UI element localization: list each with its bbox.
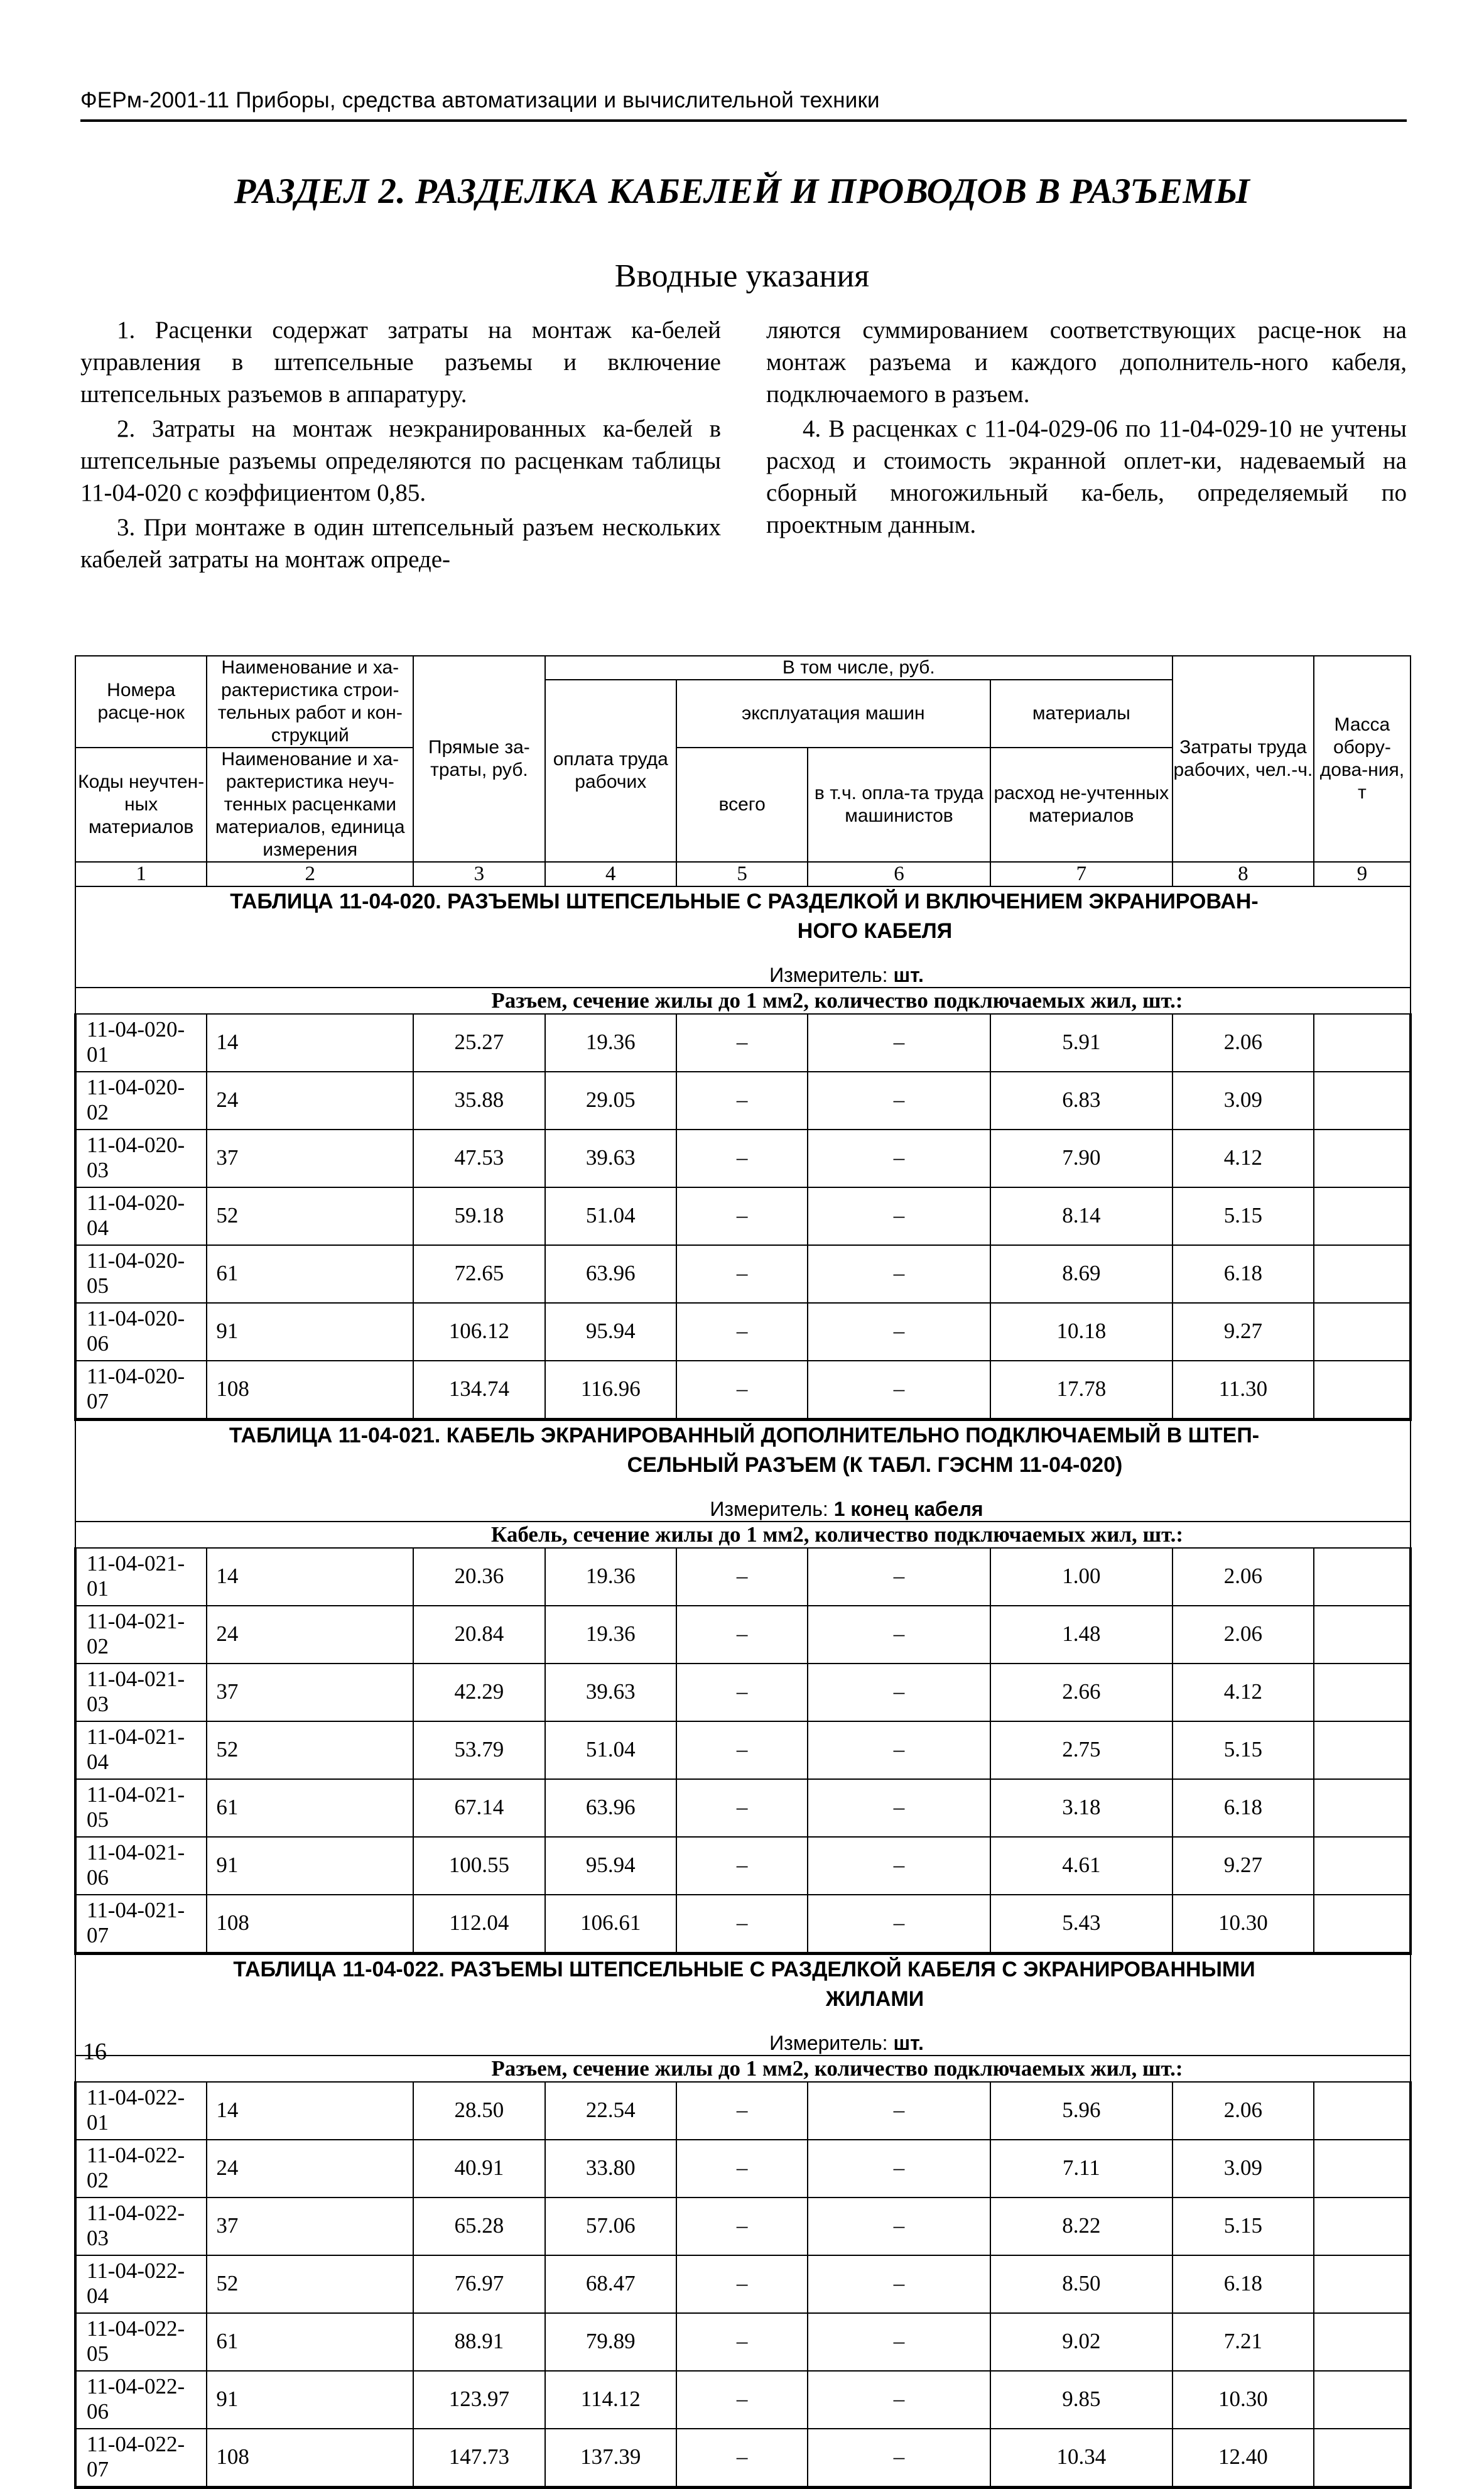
table-cell: 61 [207,2313,413,2371]
table-cell: 2.75 [990,1721,1173,1779]
table-cell: 4.12 [1173,1130,1314,1187]
table-cell: – [676,1303,808,1361]
table-cell: – [676,2255,808,2313]
table-cell: 5.15 [1173,1721,1314,1779]
table-row [75,2371,1411,2429]
table-cell: 19.36 [545,1548,676,1606]
table-cell: 40.91 [413,2140,544,2198]
table-cell: 14 [207,1014,413,1072]
table-cell [1314,1721,1411,1779]
table-subheading-text: Кабель, сечение жилы до 1 мм2, количество подключаемых жил, шт.: [490,1522,1184,1547]
table-cell: 11-04-020-05 [75,1245,207,1303]
table-cell: 106.61 [545,1895,676,1954]
table-cell: 91 [207,2371,413,2429]
table-cell: 37 [207,1130,413,1187]
table-cell: – [808,1361,990,1420]
measurement-unit-value: шт. [893,964,924,986]
header-col1-top: Номера расце-нок [75,656,207,748]
table-cell: 11-04-020-07 [75,1361,207,1420]
measurement-unit-value: 1 конец кабеля [833,1498,983,1520]
table-cell: 22.54 [545,2082,676,2140]
table-cell: 11-04-022-06 [75,2371,207,2429]
table-cell: 11-04-022-04 [75,2255,207,2313]
table-cell: 2.06 [1173,2082,1314,2140]
table-row [75,1303,1411,1361]
table-cell: 112.04 [413,1895,544,1954]
header-group-machines: эксплуатация машин [676,680,990,748]
table-cell: 11-04-021-07 [75,1895,207,1954]
table-cell: 9.85 [990,2371,1173,2429]
table-subheading-row [75,1522,1411,1548]
table-cell: – [676,2140,808,2198]
table-cell [1314,1361,1411,1420]
table-cell: 68.47 [545,2255,676,2313]
table-subheading-row [75,2056,1411,2082]
table-cell: – [676,1721,808,1779]
running-head-rule [80,119,1407,122]
table-row [75,2255,1411,2313]
table-cell: 14 [207,2082,413,2140]
table-row [75,2140,1411,2198]
table-cell [1314,2371,1411,2429]
header-col6: в т.ч. опла-та труда машинистов [808,748,990,862]
table-cell: 147.73 [413,2429,544,2488]
table-cell: 10.34 [990,2429,1173,2488]
table-cell [1314,1548,1411,1606]
table-cell: 9.27 [1173,1303,1314,1361]
table-cell: 7.11 [990,2140,1173,2198]
table-cell: 9.02 [990,2313,1173,2371]
table-cell: 24 [207,1072,413,1130]
table-cell [1314,1072,1411,1130]
table-cell [1314,1130,1411,1187]
table-cell: 4.12 [1173,1664,1314,1721]
table-cell: 6.18 [1173,1245,1314,1303]
column-number-row [75,862,1411,886]
table-cell: 63.96 [545,1779,676,1837]
table-section-title-line1: ТАБЛИЦА 11-04-022. РАЗЪЕМЫ ШТЕПСЕЛЬНЫЕ С РАЗДЕЛКОЙ КАБЕЛЯ С ЭКРАНИРОВАННЫМИ [233,1958,1255,1981]
table-cell: 2.06 [1173,1014,1314,1072]
table-cell: 37 [207,1664,413,1721]
table-cell: 3.18 [990,1779,1173,1837]
table-cell: 2.66 [990,1664,1173,1721]
table-cell: 19.36 [545,1606,676,1664]
table-cell: 11-04-021-04 [75,1721,207,1779]
table-cell: – [808,2082,990,2140]
table-cell: 17.78 [990,1361,1173,1420]
table-cell: 11-04-022-01 [75,2082,207,2140]
table-cell: – [676,2429,808,2488]
table-cell: 79.89 [545,2313,676,2371]
table-cell: – [808,1779,990,1837]
table-cell: 7.90 [990,1130,1173,1187]
table-cell: 65.28 [413,2198,544,2255]
table-cell: 6.83 [990,1072,1173,1130]
table-cell: 11-04-021-01 [75,1548,207,1606]
table-cell: 95.94 [545,1837,676,1895]
table-cell: 114.12 [545,2371,676,2429]
table-cell: 91 [207,1303,413,1361]
table-section-title-line2: НОГО КАБЕЛЯ [797,919,953,943]
table-cell: – [676,2082,808,2140]
table-cell: – [676,1837,808,1895]
table-row [75,1245,1411,1303]
table-row [75,1072,1411,1130]
introduction-body [80,314,1407,578]
table-cell: – [676,1779,808,1837]
table-cell: – [808,1014,990,1072]
table-subheading-text: Разъем, сечение жилы до 1 мм2, количество подключаемых жил, шт.: [491,988,1183,1013]
table-cell: 20.84 [413,1606,544,1664]
table-cell: 108 [207,2429,413,2488]
subsection-title: Вводные указания [614,258,870,294]
table-cell: 5.15 [1173,1187,1314,1245]
table-cell: – [808,1303,990,1361]
table-cell: 11.30 [1173,1361,1314,1420]
table-row [75,1779,1411,1837]
table-cell: 9.27 [1173,1837,1314,1895]
table-cell [1314,2198,1411,2255]
table-cell: 11-04-021-05 [75,1779,207,1837]
table-cell: 7.21 [1173,2313,1314,2371]
table-cell: 19.36 [545,1014,676,1072]
table-cell: 29.05 [545,1072,676,1130]
running-head: ФЕРм-2001-11 Приборы, средства автоматизации и вычислительной техники [80,88,880,112]
table-cell: 11-04-020-03 [75,1130,207,1187]
table-cell: 39.63 [545,1130,676,1187]
column-number: 6 [808,862,990,886]
table-section-banner [75,886,1411,988]
table-cell: – [676,1664,808,1721]
table-cell: 6.18 [1173,1779,1314,1837]
table-cell: 51.04 [545,1721,676,1779]
table-section-banner [75,1954,1411,2056]
intro-paragraph: 1. Расценки содержат затраты на монтаж ка-белей управления в штепсельные разъемы и включение штепсельных разъемов в аппаратуру. [80,317,721,408]
table-cell: – [808,2255,990,2313]
table-cell: 1.48 [990,1606,1173,1664]
table-cell: 10.30 [1173,2371,1314,2429]
table-cell [1314,2140,1411,2198]
table-subheading-cell [75,988,1411,1014]
header-col2-top: Наименование и ха-рактеристика строи-тельных работ и кон-струкций [207,656,413,748]
table-cell: 3.09 [1173,1072,1314,1130]
table-cell: 108 [207,1895,413,1954]
table-cell: 3.09 [1173,2140,1314,2198]
table-cell: 11-04-020-02 [75,1072,207,1130]
column-number: 4 [545,862,676,886]
table-cell: 6.18 [1173,2255,1314,2313]
table-cell: 11-04-020-01 [75,1014,207,1072]
table-row [75,1895,1411,1954]
table-row [75,2429,1411,2488]
table-cell: 2.06 [1173,1548,1314,1606]
table-section-title-line1: ТАБЛИЦА 11-04-021. КАБЕЛЬ ЭКРАНИРОВАННЫЙ ДОПОЛНИТЕЛЬНО ПОДКЛЮЧАЕМЫЙ В ШТЕП- [229,1424,1260,1447]
column-number: 1 [75,862,207,886]
table-cell: – [676,1606,808,1664]
table-cell: 11-04-021-06 [75,1837,207,1895]
table-cell [1314,1895,1411,1954]
section-title: РАЗДЕЛ 2. РАЗДЕЛКА КАБЕЛЕЙ И ПРОВОДОВ В РАЗЪЕМЫ [234,172,1250,211]
header-col2-bottom: Наименование и ха-рактеристика неуч-тенных расценками материалов, единица измерения [207,748,413,862]
table-cell: 76.97 [413,2255,544,2313]
table-cell [1314,2255,1411,2313]
table-cell: 11-04-022-05 [75,2313,207,2371]
table-cell: – [808,2140,990,2198]
table-section-title-line2: СЕЛЬНЫЙ РАЗЪЕМ (К ТАБЛ. ГЭСНМ 11-04-020) [627,1453,1123,1477]
table-cell: 52 [207,2255,413,2313]
intro-column-left [80,314,721,578]
table-cell [1314,1303,1411,1361]
table-cell [1314,2313,1411,2371]
table-cell: 59.18 [413,1187,544,1245]
table-cell: – [676,2313,808,2371]
table-cell: 61 [207,1779,413,1837]
table-cell: 11-04-022-02 [75,2140,207,2198]
table-row [75,1837,1411,1895]
table-cell [1314,1245,1411,1303]
table-cell: – [676,1245,808,1303]
measurement-unit [76,2014,1410,2055]
table-cell: 5.96 [990,2082,1173,2140]
table-cell: – [808,2198,990,2255]
table-cell: 8.22 [990,2198,1173,2255]
table-cell: 52 [207,1187,413,1245]
table-section-banner-cell [75,886,1411,988]
table-cell: 123.97 [413,2371,544,2429]
table-cell: 1.00 [990,1548,1173,1606]
table-cell: 91 [207,1837,413,1895]
table-subheading-text: Разъем, сечение жилы до 1 мм2, количество подключаемых жил, шт.: [491,2056,1183,2081]
table-cell: 14 [207,1548,413,1606]
table-cell: 33.80 [545,2140,676,2198]
table-row [75,2082,1411,2140]
table-cell [1314,1664,1411,1721]
header-col1-bottom: Коды неучтен-ных материалов [75,748,207,862]
table-cell: – [676,2371,808,2429]
table-cell: – [676,1130,808,1187]
table-row [75,2198,1411,2255]
table-cell: 12.40 [1173,2429,1314,2488]
table-cell: – [676,1548,808,1606]
rates-table-container [74,655,1412,2489]
table-cell [1314,1606,1411,1664]
header-col9: Масса обору-дова-ния, т [1314,656,1411,862]
table-cell: 10.18 [990,1303,1173,1361]
table-cell: 39.63 [545,1664,676,1721]
table-cell: 11-04-020-04 [75,1187,207,1245]
table-cell: – [808,1664,990,1721]
table-cell: 24 [207,1606,413,1664]
header-group-materials: материалы [990,680,1173,748]
table-cell [1314,1779,1411,1837]
table-cell: 100.55 [413,1837,544,1895]
table-cell [1314,1014,1411,1072]
column-number: 3 [413,862,544,886]
table-cell: 11-04-022-03 [75,2198,207,2255]
intro-column-right [766,314,1407,578]
measurement-unit-value: шт. [893,2032,924,2054]
table-cell: 57.06 [545,2198,676,2255]
table-cell: – [808,1187,990,1245]
table-cell: 37 [207,2198,413,2255]
table-cell: 8.50 [990,2255,1173,2313]
table-cell: – [808,1721,990,1779]
table-cell: 137.39 [545,2429,676,2488]
table-cell [1314,1187,1411,1245]
header-col4: оплата труда рабочих [545,680,676,862]
column-number: 5 [676,862,808,886]
table-cell: 63.96 [545,1245,676,1303]
header-col7: расход не-учтенных материалов [990,748,1173,862]
measurement-unit-label: Измеритель: [769,964,894,986]
table-body [75,886,1411,2488]
table-section-banner-cell [75,1420,1411,1522]
table-cell [1314,2082,1411,2140]
table-header [75,656,1411,886]
table-row [75,1548,1411,1606]
table-subheading-cell [75,2056,1411,2082]
intro-paragraph: ляются суммированием соответствующих расце-нок на монтаж разъема и каждого дополнитель-ного кабеля, подключаемого в разъем. [766,317,1407,408]
table-cell: 24 [207,2140,413,2198]
table-subheading-cell [75,1522,1411,1548]
table-cell: – [808,1245,990,1303]
table-cell: 134.74 [413,1361,544,1420]
table-row [75,1014,1411,1072]
table-cell: – [676,1072,808,1130]
table-cell: 4.61 [990,1837,1173,1895]
table-cell: – [808,2371,990,2429]
table-cell: 72.65 [413,1245,544,1303]
table-cell: – [808,1606,990,1664]
table-cell: 11-04-020-06 [75,1303,207,1361]
column-number: 7 [990,862,1173,886]
table-cell: 8.69 [990,1245,1173,1303]
table-cell: 11-04-022-07 [75,2429,207,2488]
table-cell: – [676,2198,808,2255]
table-cell: 52 [207,1721,413,1779]
table-row [75,1721,1411,1779]
table-section-banner-cell [75,1954,1411,2056]
table-cell: 2.06 [1173,1606,1314,1664]
intro-paragraph: 3. При монтаже в один штепсельный разъем нескольких кабелей затраты на монтаж опреде- [80,514,721,573]
table-cell: 20.36 [413,1548,544,1606]
table-cell: 116.96 [545,1361,676,1420]
table-section-title-line1: ТАБЛИЦА 11-04-020. РАЗЪЕМЫ ШТЕПСЕЛЬНЫЕ С РАЗДЕЛКОЙ И ВКЛЮЧЕНИЕМ ЭКРАНИРОВАН- [230,890,1259,913]
table-cell: 10.30 [1173,1895,1314,1954]
table-subheading-row [75,988,1411,1014]
header-group-vtom: В том числе, руб. [545,656,1173,680]
header-col8: Затраты труда рабочих, чел.-ч. [1173,656,1314,862]
measurement-unit [76,1480,1410,1521]
table-cell: 5.91 [990,1014,1173,1072]
table-cell: 47.53 [413,1130,544,1187]
table-cell: 88.91 [413,2313,544,2371]
table-cell: 67.14 [413,1779,544,1837]
table-row [75,1361,1411,1420]
table-cell: 5.43 [990,1895,1173,1954]
table-cell: – [676,1361,808,1420]
measurement-unit-label: Измеритель: [710,1498,834,1520]
table-cell: 42.29 [413,1664,544,1721]
column-number: 8 [1173,862,1314,886]
table-cell: – [676,1187,808,1245]
table-section-title-line2: ЖИЛАМИ [825,1987,924,2011]
column-number: 2 [207,862,413,886]
table-cell: – [808,1072,990,1130]
table-cell: 25.27 [413,1014,544,1072]
table-row [75,2313,1411,2371]
table-cell: 35.88 [413,1072,544,1130]
table-cell: 8.14 [990,1187,1173,1245]
table-cell: – [808,2429,990,2488]
page-number: 16 [83,2039,107,2065]
table-cell: 61 [207,1245,413,1303]
intro-paragraph: 2. Затраты на монтаж неэкранированных ка-белей в штепсельные разъемы определяются по расценкам таблицы 11-04-020 с коэффициентом 0,85. [80,415,721,506]
table-cell: 5.15 [1173,2198,1314,2255]
table-cell: 95.94 [545,1303,676,1361]
table-cell: 11-04-021-02 [75,1606,207,1664]
table-row [75,1606,1411,1664]
table-cell: 53.79 [413,1721,544,1779]
header-col3: Прямые за-траты, руб. [413,656,544,862]
column-number: 9 [1314,862,1411,886]
rates-table [74,655,1412,2489]
table-cell: – [808,1895,990,1954]
table-cell: – [808,1837,990,1895]
table-cell: – [676,1014,808,1072]
table-row [75,1664,1411,1721]
measurement-unit-label: Измеритель: [769,2032,894,2054]
table-cell: 28.50 [413,2082,544,2140]
table-row [75,1187,1411,1245]
table-row [75,1130,1411,1187]
measurement-unit [76,946,1410,987]
intro-paragraph: 4. В расценках с 11-04-029-06 по 11-04-029-10 не учтены расход и стоимость экранной оплет-ки, надеваемый на сборный многожильный ка-бель, определяемый по проектным данным. [766,415,1407,538]
table-cell: – [676,1895,808,1954]
table-cell [1314,2429,1411,2488]
table-cell: 11-04-021-03 [75,1664,207,1721]
table-cell: – [808,1548,990,1606]
table-cell: 106.12 [413,1303,544,1361]
table-cell: – [808,1130,990,1187]
header-col5: всего [676,748,808,862]
table-cell: 108 [207,1361,413,1420]
table-cell: 51.04 [545,1187,676,1245]
table-cell: – [808,2313,990,2371]
table-cell [1314,1837,1411,1895]
table-section-banner [75,1420,1411,1522]
